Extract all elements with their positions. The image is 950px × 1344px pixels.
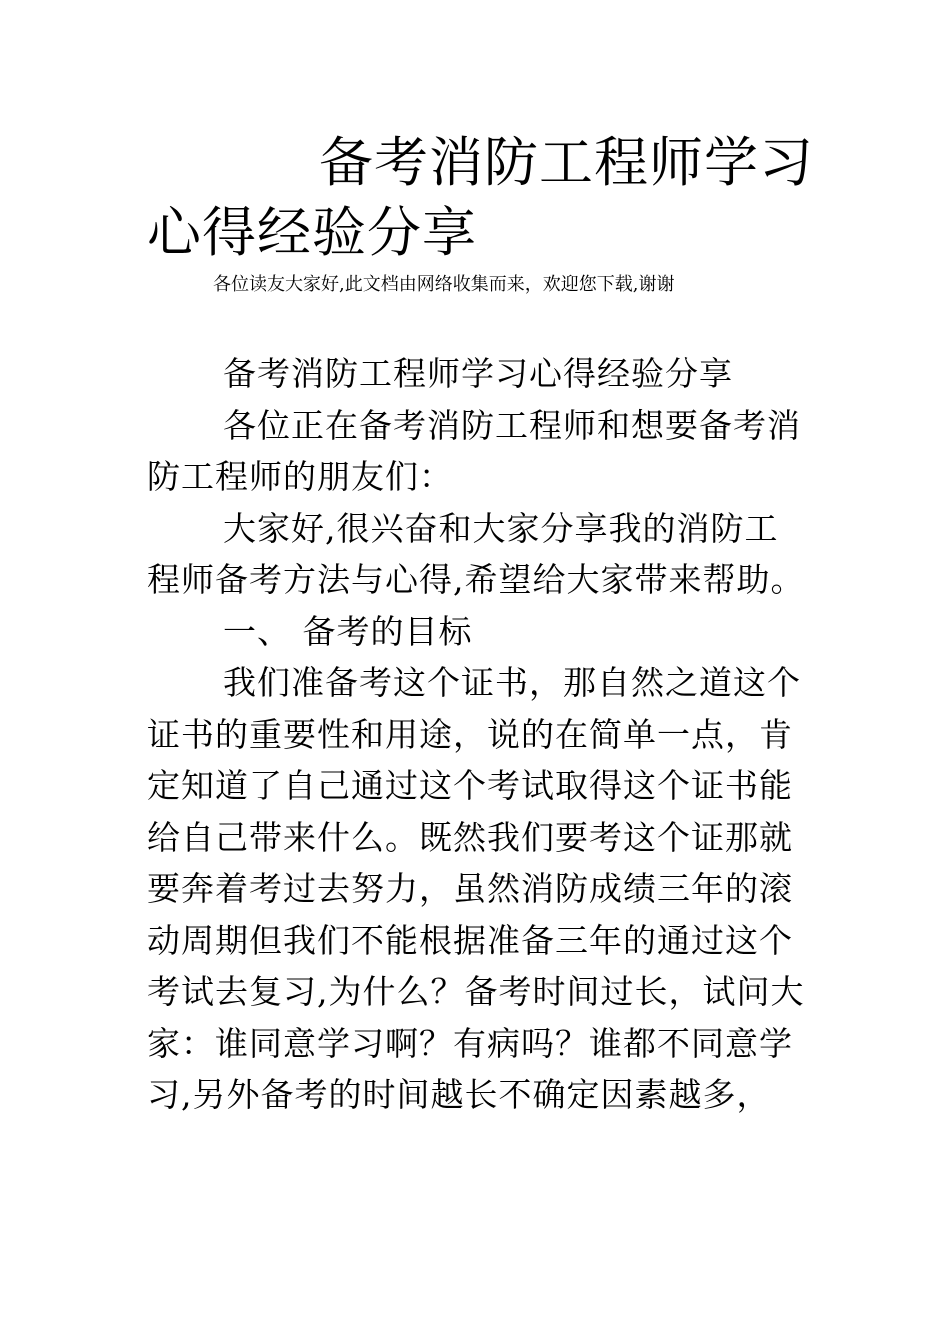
document-subtitle: 各位读友大家好,此文档由网络收集而来，欢迎您下载,谢谢 [213, 274, 675, 295]
paragraph-intro: 大家好,很兴奋和大家分享我的消防工程师备考方法与心得,希望给大家带来帮助。 [147, 508, 805, 599]
section-heading-goal: 一、 备考的目标 [223, 611, 473, 651]
paragraph-goal: 我们准备考这个证书，那自然之道这个证书的重要性和用途，说的在简单一点，肯定知道了自己通过这个考试取得这个证书能给自己带来什么。既然我们要考这个证那就要奔着考过去努力，虽然消防成绩三年的滚动周期但我们不能根据准备三年的通过这个考试去复习,为什么？备考时间过长，试问大家：谁同意学习啊？有病吗？谁都不同意学习,另外备考的时间越长不确定因素越多， [147, 663, 805, 1114]
paragraph-greeting: 各位正在备考消防工程师和想要备考消防工程师的朋友们： [147, 405, 801, 496]
document-body [147, 348, 809, 1121]
document-title: 备考消防工程师学习心得经验分享 [147, 131, 814, 264]
paragraph-heading: 备考消防工程师学习心得经验分享 [223, 354, 733, 393]
